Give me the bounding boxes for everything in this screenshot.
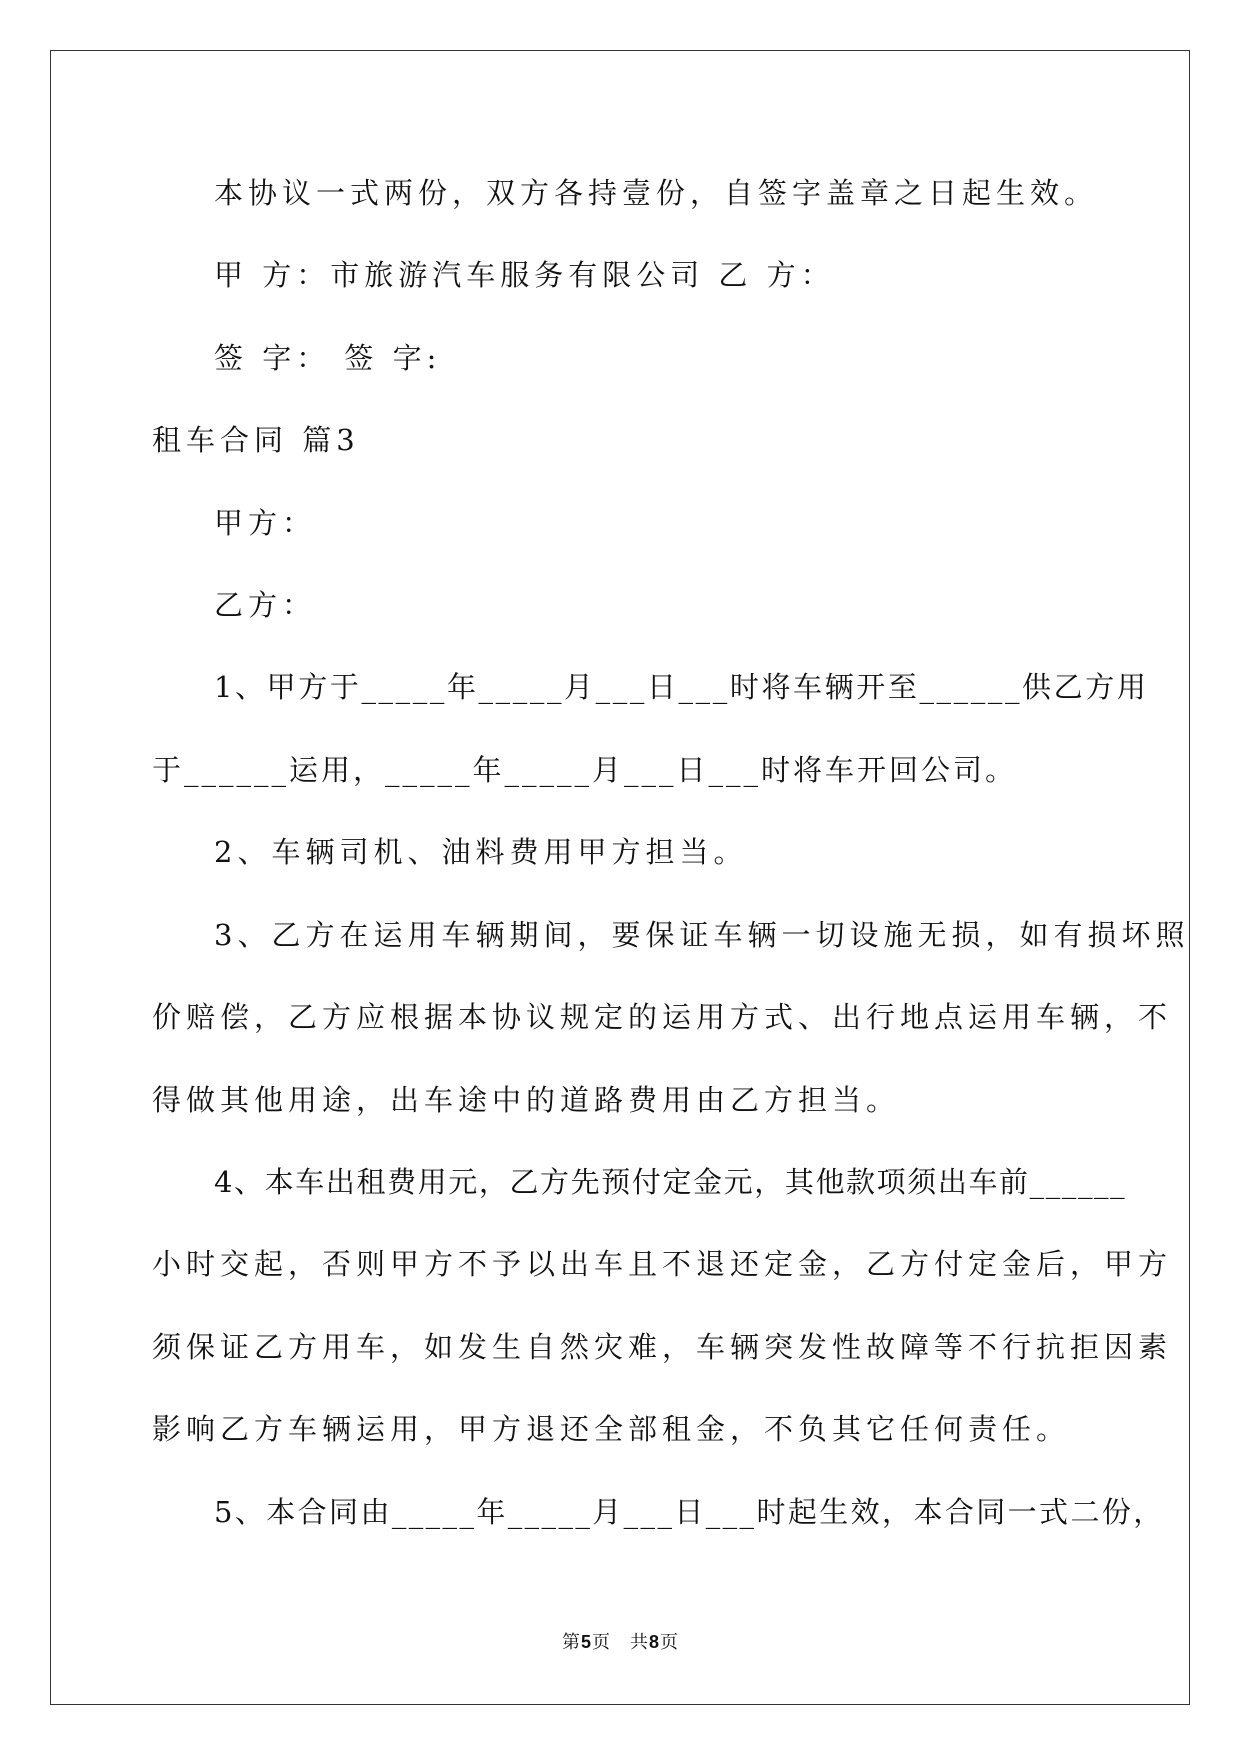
paragraph-line: 影响乙方车辆运用，甲方退还全部租金，不负其它任何责任。	[152, 1412, 1071, 1446]
page-current: 5	[580, 1632, 592, 1652]
paragraph-line: 须保证乙方用车，如发生自然灾难，车辆突发性故障等不行抗拒因素	[152, 1330, 1173, 1364]
paragraph-line: 甲方：	[214, 506, 317, 540]
paragraph-line: 4、本车出租费用元，乙方先预付定金元，其他款项须出车前______	[214, 1165, 1127, 1199]
paragraph-line: 甲 方：市旅游汽车服务有限公司 乙 方：	[214, 258, 835, 292]
paragraph-line: 得做其他用途，出车途中的道路费用由乙方担当。	[152, 1083, 901, 1117]
paragraph-line: 3、乙方在运用车辆期间，要保证车辆一切设施无损，如有损坏照	[214, 918, 1190, 952]
paragraph-line: 于______运用，_____年_____月___日___时将车开回公司。	[152, 753, 1018, 787]
paragraph-line: 签 字： 签 字:	[214, 341, 442, 375]
paragraph-line: 1、甲方于_____年_____月___日___时将车辆开至______供乙方用	[214, 670, 1149, 704]
paragraph-line: 价赔偿，乙方应根据本协议规定的运用方式、出行地点运用车辆，不	[152, 1000, 1173, 1034]
page-mid: 页 共	[592, 1632, 649, 1653]
paragraph-line: 本协议一式两份，双方各持壹份，自签字盖章之日起生效。	[214, 176, 1099, 210]
paragraph-line: 2、车辆司机、油料费用甲方担当。	[214, 835, 748, 869]
page-suffix: 页	[660, 1632, 680, 1653]
section-heading: 租车合同 篇3	[152, 423, 360, 457]
paragraph-line: 乙方：	[214, 588, 317, 622]
page-frame	[50, 50, 1190, 1705]
paragraph-line: 5、本合同由_____年_____月___日___时起生效，本合同一式二份，	[214, 1495, 1165, 1529]
page-total: 8	[649, 1632, 661, 1652]
page-prefix: 第	[561, 1632, 581, 1653]
page-footer	[0, 1628, 1241, 1654]
paragraph-line: 小时交起，否则甲方不予以出车且不退还定金，乙方付定金后，甲方	[152, 1247, 1173, 1281]
